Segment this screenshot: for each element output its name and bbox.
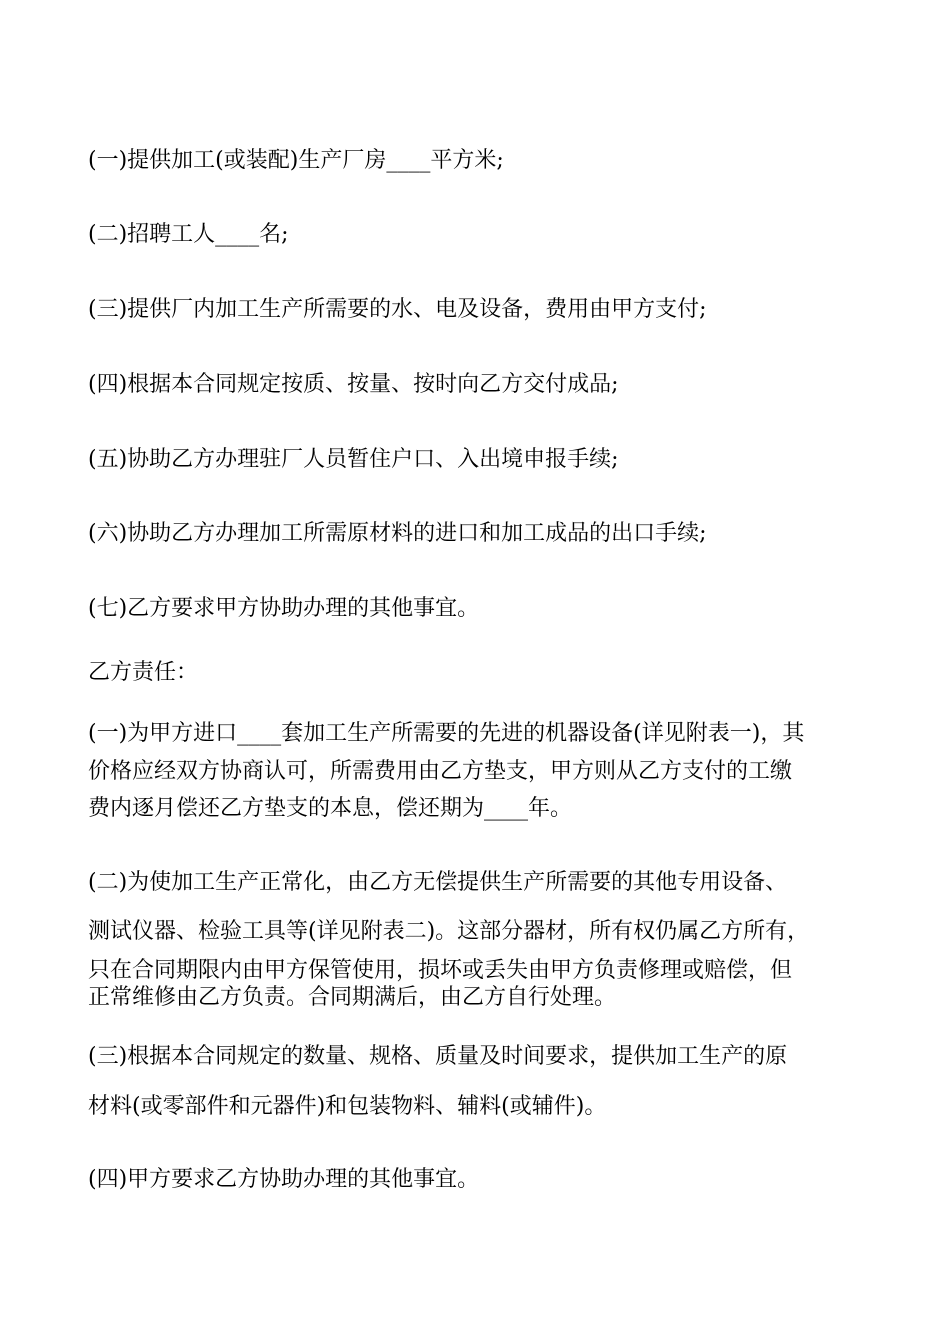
party-b-item-1-line-3: 费内逐月偿还乙方垫支的本息，偿还期为____年。 (88, 796, 573, 821)
party-b-item-2-line-3: 只在合同期限内由甲方保管使用，损坏或丢失由甲方负责修理或赔偿，但 (88, 958, 793, 983)
party-b-item-1-line-2: 价格应经双方协商认可，所需费用由乙方垫支，甲方则从乙方支付的工缴 (88, 759, 793, 784)
party-b-item-4: (四)甲方要求乙方协助办理的其他事宜。 (88, 1167, 480, 1192)
party-a-item-3: (三)提供厂内加工生产所需要的水、电及设备，费用由甲方支付; (88, 297, 707, 322)
party-a-item-5: (五)协助乙方办理驻厂人员暂住户口、入出境申报手续; (88, 447, 619, 472)
party-b-item-1-line-1: (一)为甲方进口____套加工生产所需要的先进的机器设备(详见附表一)，其 (88, 721, 805, 746)
party-b-item-2-line-1: (二)为使加工生产正常化，由乙方无偿提供生产所需要的其他专用设备、 (88, 870, 788, 895)
party-b-item-3-line-2: 材料(或零部件和元器件)和包装物料、辅料(或辅件)。 (88, 1094, 607, 1119)
party-b-item-3-line-1: (三)根据本合同规定的数量、规格、质量及时间要求，提供加工生产的原 (88, 1044, 788, 1069)
party-b-item-2-line-4: 正常维修由乙方负责。合同期满后，由乙方自行处理。 (88, 985, 617, 1010)
party-a-item-2: (二)招聘工人____名; (88, 222, 289, 247)
party-b-heading: 乙方责任： (88, 660, 199, 685)
party-a-item-6: (六)协助乙方办理加工所需原材料的进口和加工成品的出口手续; (88, 521, 707, 546)
party-b-item-2-line-2: 测试仪器、检验工具等(详见附表二)。这部分器材，所有权仍属乙方所有， (88, 919, 810, 944)
party-a-item-7: (七)乙方要求甲方协助办理的其他事宜。 (88, 596, 480, 621)
party-a-item-1: (一)提供加工(或装配)生产厂房____平方米; (88, 148, 504, 173)
party-a-item-4: (四)根据本合同规定按质、按量、按时向乙方交付成品; (88, 372, 619, 397)
